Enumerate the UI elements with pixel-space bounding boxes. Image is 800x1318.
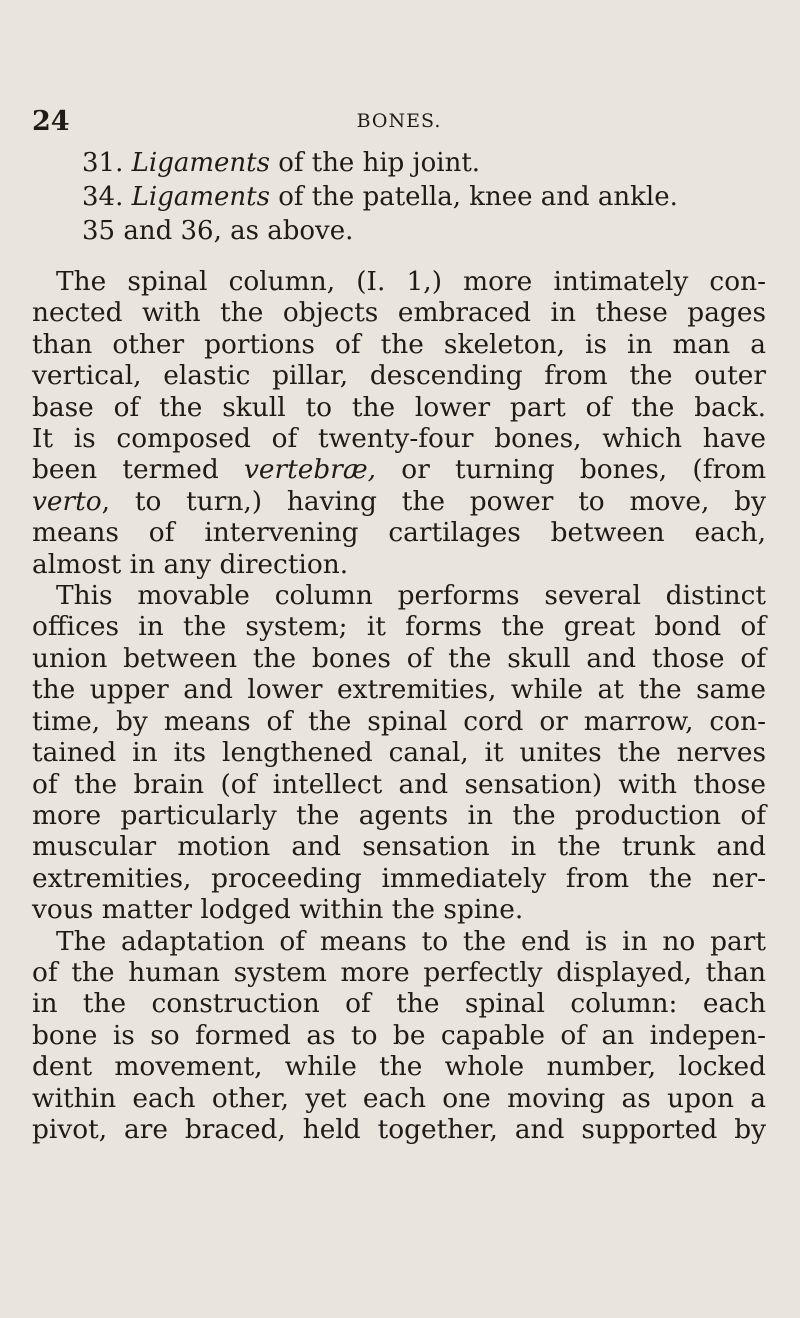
text-line: dent movement, while the whole number, locked xyxy=(32,1051,766,1083)
text-line: the upper and lower extremities, while at the same xyxy=(32,674,766,706)
text-line: verto, to turn,) having the power to move, by xyxy=(32,485,766,517)
text-line: bone is so formed as to be capable of an indepen- xyxy=(32,1019,766,1051)
running-title: BONES. xyxy=(356,110,442,132)
list-item: 34. Ligaments of the patella, knee and ankle. xyxy=(82,182,678,212)
text-line: nected with the objects embraced in these pages xyxy=(32,297,766,329)
text-line: This movable column performs several distinct xyxy=(56,580,766,612)
text-line: pivot, are braced, held together, and supported by xyxy=(32,1113,766,1145)
page-number: 24 xyxy=(32,106,70,137)
text-line: extremities, proceeding immediately from the ner- xyxy=(32,862,766,894)
text-line: base of the skull to the lower part of the back. xyxy=(32,391,766,423)
paragraph-adaptation xyxy=(32,926,766,1146)
running-header xyxy=(32,94,766,146)
text-line: muscular motion and sensation in the trunk and xyxy=(32,831,766,863)
text-line: of the brain (of intellect and sensation) with those xyxy=(32,768,766,800)
text-line: of the human system more perfectly displayed, than xyxy=(32,956,766,988)
text-line: almost in any direction. xyxy=(32,548,349,580)
text-line: tained in its lengthened canal, it unites the nerves xyxy=(32,737,766,769)
figure-list xyxy=(32,146,766,248)
text-line: time, by means of the spinal cord or marrow, con- xyxy=(32,705,766,737)
text-line: vertical, elastic pillar, descending from the outer xyxy=(32,360,766,392)
text-line: vous matter lodged within the spine. xyxy=(32,894,524,926)
text-line: in the construction of the spinal column: each xyxy=(32,988,766,1020)
text-line: The spinal column, (I. 1,) more intimately con- xyxy=(56,266,766,297)
list-item: 35 and 36, as above. xyxy=(82,216,354,246)
paragraph-spinal-column xyxy=(32,266,766,580)
text-line: means of intervening cartilages between each, xyxy=(32,517,766,549)
text-line: been termed vertebræ, or turning bones, (from xyxy=(32,454,766,486)
text-line: It is composed of twenty-four bones, which have xyxy=(32,423,766,455)
list-item: 31. Ligaments of the hip joint. xyxy=(82,148,481,178)
text-line: The adaptation of means to the end is in no part xyxy=(56,925,766,957)
text-line: more particularly the agents in the production of xyxy=(32,799,766,831)
text-line: within each other, yet each one moving as upon a xyxy=(32,1082,766,1114)
text-line: offices in the system; it forms the great bond of xyxy=(32,611,766,643)
paragraph-movable-column xyxy=(32,580,766,925)
text-line: than other portions of the skeleton, is in man a xyxy=(32,328,766,360)
text-line: union between the bones of the skull and those of xyxy=(32,642,766,674)
